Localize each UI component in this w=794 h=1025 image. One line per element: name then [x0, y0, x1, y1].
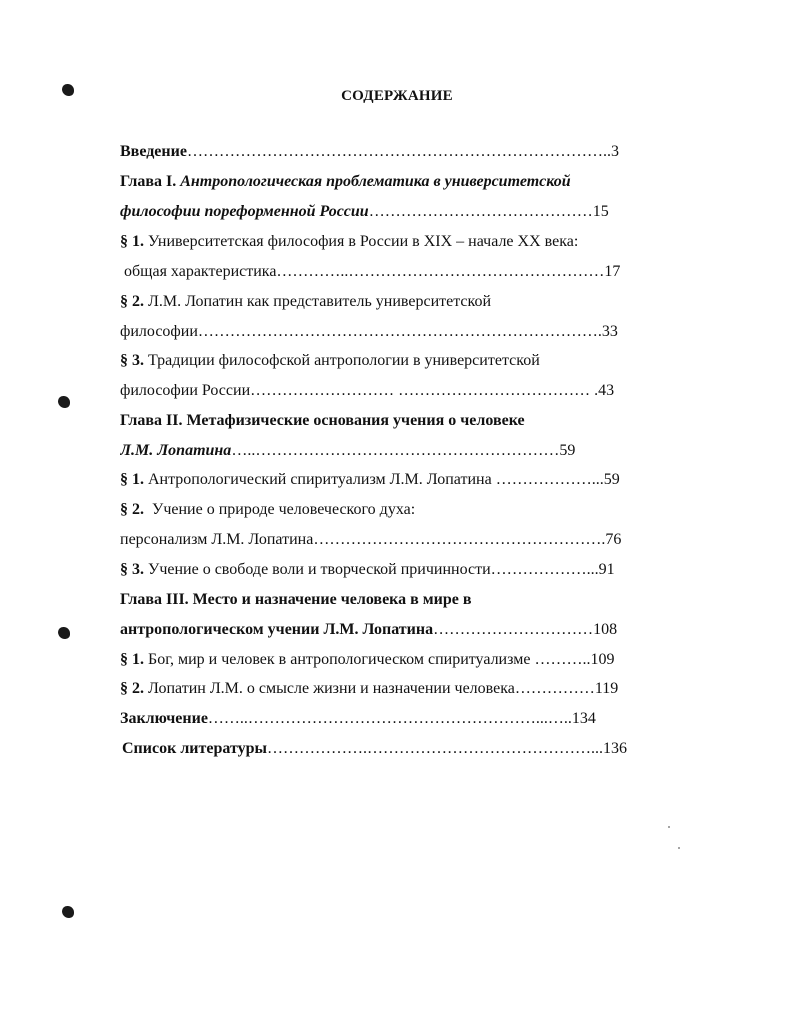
toc-entry-ch3-line2[interactable]: [120, 620, 617, 640]
toc-entry-s11-line1[interactable]: [120, 232, 578, 252]
punch-hole-mark: [58, 396, 70, 408]
toc-ch1-prefix: Глава I.: [120, 173, 177, 190]
toc-s12-dots: ………………………………………………………………….: [197, 323, 602, 340]
toc-ch3-page: 108: [593, 621, 618, 638]
toc-s13-page: 43: [598, 382, 615, 399]
toc-s23-label: Учение о свободе воли и творческой причинности: [148, 561, 491, 578]
toc-s23-mark: § 3.: [120, 561, 144, 578]
scan-speck: [668, 826, 670, 828]
toc-ch1-title-line1: Антропологическая проблематика в университетской: [180, 173, 571, 190]
toc-s22-dots: ……………………………………………….: [313, 531, 606, 548]
toc-s11-mark: § 1.: [120, 233, 144, 250]
toc-s11-dots: …………..…………………………………………: [276, 263, 605, 280]
toc-entry-s23[interactable]: [120, 560, 615, 580]
toc-entry-ch1-line1[interactable]: [120, 172, 571, 192]
toc-s21-label: Антропологический спиритуализм Л.М. Лопатина: [148, 471, 492, 488]
toc-ch2-title-line2: Л.М. Лопатина: [120, 442, 232, 459]
toc-s22-title-line2: персонализм Л.М. Лопатина: [120, 531, 314, 548]
toc-s22-title-line1: Учение о природе человеческого духа:: [152, 501, 416, 518]
punch-hole-mark: [62, 84, 74, 96]
toc-ch1-page: 15: [592, 203, 609, 220]
toc-ch2-title-line1: Глава II. Метафизические основания учения о человеке: [120, 412, 525, 429]
toc-bibliography-label: Список литературы: [122, 740, 267, 757]
toc-entry-ch3-line1[interactable]: [120, 590, 472, 610]
toc-ch2-dots: …..…………………………………………………: [231, 442, 560, 459]
toc-ch2-page: 59: [559, 442, 576, 459]
toc-entry-ch1-line2[interactable]: [120, 202, 609, 222]
toc-s23-dots: ………………...: [490, 561, 599, 578]
page-title: СОДЕРЖАНИЕ: [341, 88, 453, 104]
toc-entry-conclusion[interactable]: [120, 709, 596, 729]
toc-ch3-dots: …………………………: [433, 621, 594, 638]
toc-entry-s22-line2[interactable]: [120, 530, 621, 550]
scan-speck: [678, 847, 680, 849]
toc-conclusion-label: Заключение: [120, 710, 208, 727]
toc-intro-label: Введение: [120, 143, 187, 160]
toc-entry-s32[interactable]: [120, 679, 618, 699]
toc-entry-intro[interactable]: [120, 142, 619, 162]
toc-entry-ch2-line1[interactable]: [120, 411, 525, 431]
toc-s31-mark: § 1.: [120, 651, 144, 668]
toc-conclusion-dots: ……..………………………………………………...…..: [207, 710, 572, 727]
toc-s21-dots: ………………...: [495, 471, 604, 488]
toc-s11-title-line2: общая характеристика: [124, 263, 277, 280]
toc-entry-s21[interactable]: [120, 470, 620, 490]
toc-s11-page: 17: [604, 263, 621, 280]
toc-s22-mark: § 2.: [120, 501, 144, 518]
punch-hole-mark: [58, 627, 70, 639]
toc-entry-s11-line2[interactable]: [124, 262, 620, 282]
toc-bibliography-dots: ……………….……………………………………...: [267, 740, 603, 757]
toc-s32-label: Лопатин Л.М. о смысле жизни и назначении человека: [148, 680, 515, 697]
toc-ch1-title-line2: философии пореформенной России: [120, 203, 369, 220]
toc-conclusion-page: 134: [571, 710, 596, 727]
toc-s11-title-line1: Университетская философия в России в XIX – начале XX века:: [148, 233, 579, 250]
toc-entry-ch2-line2[interactable]: [120, 441, 575, 461]
toc-entry-s13-line2[interactable]: [120, 381, 614, 401]
toc-entry-s31[interactable]: [120, 650, 614, 670]
toc-ch1-dots: ……………………………………: [368, 203, 593, 220]
toc-s31-label: Бог, мир и человек в антропологическом спиритуализме: [148, 651, 531, 668]
toc-s22-page: 76: [605, 531, 622, 548]
toc-ch3-title-line2: антропологическом учении Л.М. Лопатина: [120, 621, 434, 638]
toc-bibliography-page: 136: [603, 740, 627, 757]
toc-s12-mark: § 2.: [120, 293, 144, 310]
toc-s12-title-line1: Л.М. Лопатин как представитель университетской: [148, 293, 492, 310]
toc-s31-dots: ………..: [530, 651, 591, 668]
toc-s13-dots: ……………………… ……………………………… .: [250, 382, 599, 399]
toc-s31-page: 109: [590, 651, 615, 668]
toc-entry-bibliography[interactable]: [122, 739, 627, 759]
toc-entry-s22-line1[interactable]: [120, 500, 415, 520]
toc-entry-s13-line1[interactable]: [120, 351, 540, 371]
toc-s13-title-line1: Традиции философской антропологии в университетской: [148, 352, 540, 369]
toc-s32-mark: § 2.: [120, 680, 144, 697]
toc-entry-s12-line1[interactable]: [120, 292, 491, 312]
toc-intro-page: 3: [610, 143, 619, 160]
punch-hole-mark: [62, 906, 74, 918]
toc-intro-dots: ……………………………………………………………………..: [186, 143, 611, 160]
toc-s13-mark: § 3.: [120, 352, 144, 369]
toc-s23-page: 91: [598, 561, 615, 578]
toc-s21-mark: § 1.: [120, 471, 144, 488]
toc-entry-s12-line2[interactable]: [120, 322, 618, 342]
toc-ch3-title-line1: Глава III. Место и назначение человека в мире в: [120, 591, 472, 608]
toc-s13-title-line2: философии России: [120, 382, 251, 399]
toc-s21-page: 59: [603, 471, 620, 488]
toc-s12-title-line2: философии: [120, 323, 198, 340]
toc-s32-dots: ……………: [514, 680, 595, 697]
toc-s32-page: 119: [594, 680, 619, 697]
toc-s12-page: 33: [601, 323, 618, 340]
